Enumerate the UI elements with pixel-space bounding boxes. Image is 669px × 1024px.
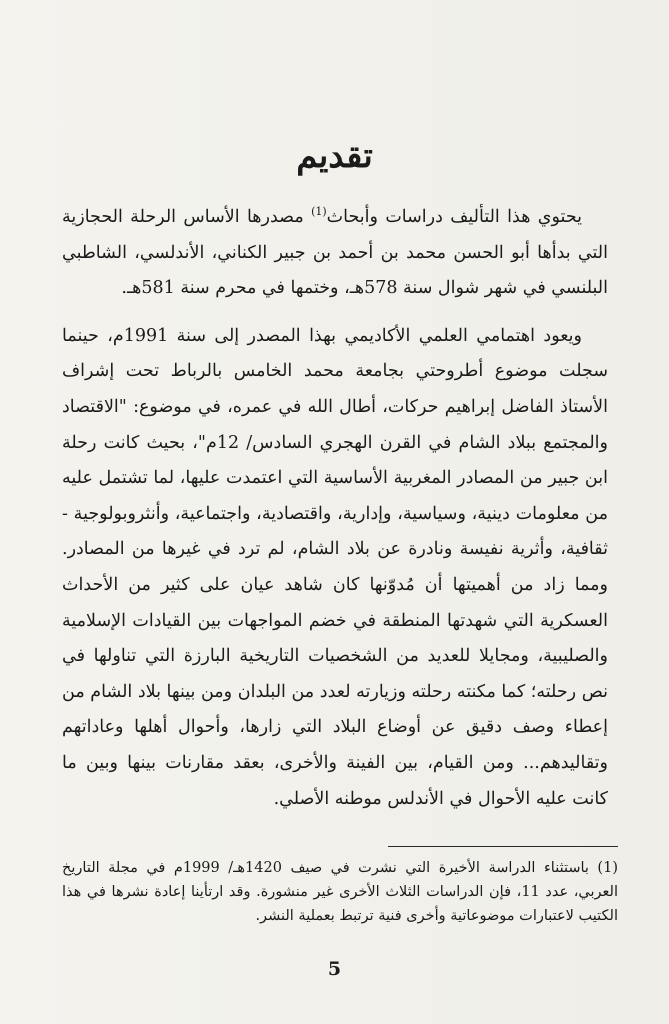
paragraph-1: [62, 200, 608, 307]
page-number: 5: [327, 958, 342, 980]
page-title: تقديم: [296, 136, 373, 176]
footnote-divider: [388, 846, 618, 847]
footnote-reference: (1): [311, 205, 327, 219]
paragraph-1-text-before-ref: يحتوي هذا التأليف دراسات وأبحاث: [326, 207, 582, 227]
footnote: [62, 856, 618, 928]
paragraph-1-text-after-ref: مصدرها الأساس الرحلة الحجازية التي بدأها أبو الحسن محمد بن أحمد بن جبير الكناني، الأندلسي، الشاطبي البلنسي في شهر شوال سنة 578هـ، وختمها في محرم سنة 581هـ.: [62, 207, 608, 299]
body-text: [62, 200, 608, 817]
footnote-text: (1) باستثناء الدراسة الأخيرة التي نشرت في صيف 1420هـ/ 1999م في مجلة التاريخ العربي، عدد 11، فإن الدراسات الثلاث الأخرى غير منشورة. وقد ارتأينا إعادة نشرها في هذا الكتيب لاعتبارات موضوعاتية وأخرى فنية ترتبط بعملية النشر.: [62, 860, 618, 924]
paragraph-2: ويعود اهتمامي العلمي الأكاديمي بهذا المصدر إلى سنة 1991م، حينما سجلت موضوع أطروحتي بجامعة محمد الخامس بالرباط تحت إشراف الأستاذ الفاضل إبراهيم حركات، أطال الله في عمره، في موضوع: "الاقتصاد والمجتمع ببلاد الشام في القرن الهجري السادس/ 12م"، بحيث كانت رحلة ابن جبير من المصادر المغربية الأساسية التي اعتمدت عليها، لما تشتمل عليه من معلومات دينية، وسياسية، وإدارية، واقتصادية، واجتماعية، وأنثروبولوجية - ثقافية، وأثرية نفيسة ونادرة عن بلاد الشام، لم ترد في غيرها من المصادر. ومما زاد من أهميتها أن مُدوّنها كان شاهد عيان على كثير من الأحداث العسكرية التي شهدتها المنطقة في خضم المواجهات بين القيادات الإسلامية والصليبية، ومجايلا للعديد من الشخصيات التاريخية البارزة التي تناولها في نص رحلته؛ كما مكنته رحلته وزيارته لعدد من البلدان ومن بينها بلاد الشام من إعطاء وصف دقيق عن أوضاع البلاد التي زارها، وأحوال أهلها وعاداتهم وتقاليدهم... ومن القيام، بين الفينة والأخرى، بعقد مقارنات بينها وبين ما كانت عليه الأحوال في الأندلس موطنه الأصلي.: [62, 325, 608, 809]
